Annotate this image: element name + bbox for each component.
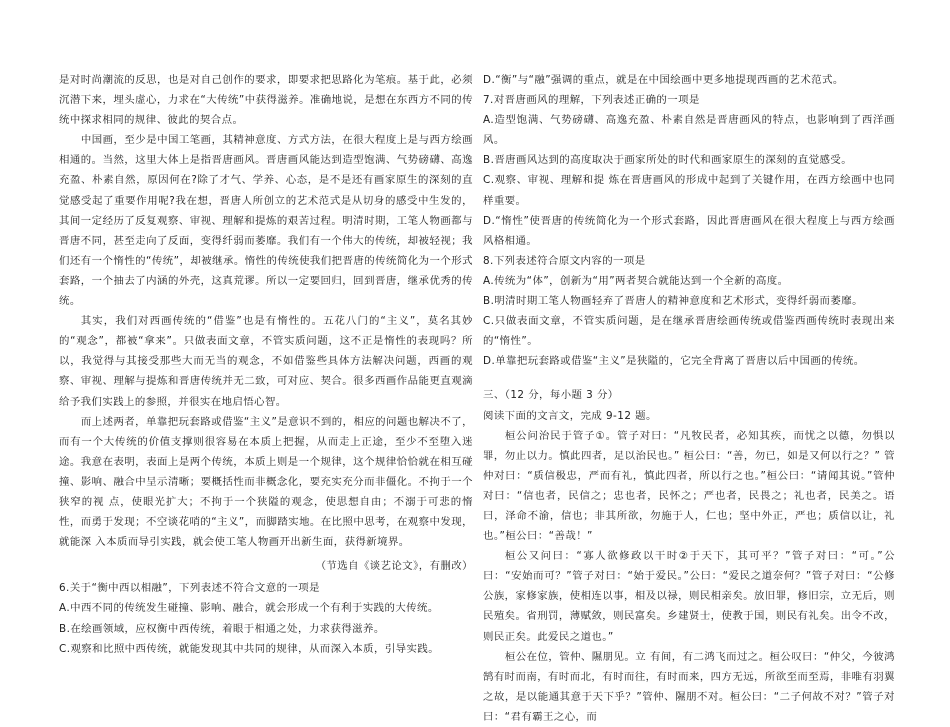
essay-paragraph-3: 其实，我们对西画传统的“借鉴”也是有惰性的。五花八门的“主义”，莫名其妙的“观念”，都被“拿来”。只做表面文章，不管实质问题，这不正是惰性的表现吗？所以，我觉得与其接受那些大而无当的观念，不如借鉴些具体方法解决问题，西画的观察、审视、理解与提炼和晋唐传统并无二致，可对应、契合。很多西画作品能更直观滴给予我们实践上的参照，并很实在地启悟心智。 xyxy=(59,315,473,408)
question-8-stem: 8.下列表述符合原文内容的一项是 xyxy=(483,254,646,267)
question-7-stem: 7.对晋唐画风的理解，下列表述正确的一项是 xyxy=(483,94,700,107)
section-3-heading: 三、（12 分，每小题 3 分） xyxy=(483,389,619,402)
question-7-option-d: D.“惰性”使晋唐的传统简化为一个形式套路，因此晋唐画风在很大程度上与西方绘画风格相通。 xyxy=(483,214,895,247)
question-7-option-a: A.造型饱满、气势磅礴、高逸充盈、朴素自然是晋唐画风的特点，也影响到了西洋画风。 xyxy=(483,114,895,147)
section-3-instructions: 阅读下面的文言文，完成 9-12 题。 xyxy=(483,409,657,422)
classical-text-paragraph-3: 桓公在位，管仲、隰朋见。立 有间，有二鸿飞而过之。桓公叹曰：“仲父，今彼鸿鹄有时而南，有时而北，有时而往，有时而来，四方无远，所欲至而至焉，非唯有羽翼之故，是以能通其意于天下乎？”管仲、隰朋不对。桓公曰：“二子何故不对？”管子对曰：“君有霸王之心，而 xyxy=(483,650,895,723)
question-8-option-a: A.传统为“体”，创新为“用”两者契合就能达到一个全新的高度。 xyxy=(483,274,789,287)
question-8-option-c: C.只做表面文章，不管实质问题，是在继承晋唐绘画传统或借鉴西画传统时表现出来的“惰性”。 xyxy=(483,315,895,348)
classical-text-paragraph-2: 桓公又问曰：“寡人欲修政以干时②于天下，其可平？”管子对曰：“可。”公曰：“安始而可？”管子对曰：“始于爱民。”公曰：“爱民之道奈何？”管子对曰：“公修公族，家修家族，使相连以事，相及以禄，则民相亲矣。放旧罪，修旧宗，立无后，则民殖矣。省刑罚，薄赋敛，则民富矣。乡建贤士，使教于国，则民有礼矣。出令不改，则民正矣。此爱民之道也。” xyxy=(483,550,895,643)
essay-source: （节选自《谈艺论文》，有删改） xyxy=(315,560,473,573)
question-6-stem: 6.关于“衡中西以相融”，下列表述不符合文意的一项是 xyxy=(59,582,320,595)
question-8-option-b: B.明清时期工笔人物画轻弃了晋唐人的精神意度和艺术形式，变得纤弱而萎靡。 xyxy=(483,295,863,308)
classical-text-paragraph-1: 桓公问治民于管子①。管子对曰：“凡牧民者，必知其疾，而忧之以德，勿惧以罪，勿止以力。慎此四者，足以治民也。” 桓公曰：“善，勿已，如是又何以行之？” 管仲对曰：“质信极忠，严而有礼，慎此四者，所以行之也。”桓公曰：“请闻其说。”管仲对曰：“信也者，民信之；忠也者，民怀之；严也者，民畏之；礼也者，民美之。语曰，泽命不渝，信也；非其所欲，勿施于人，仁也；坚中外正，严也；质信以让，礼也。”桓公曰：“善哉！” xyxy=(483,429,895,543)
question-6-option-b: B.在绘画领域，应权衡中西传统，着眼于相通之处，力求获得滋养。 xyxy=(59,622,385,635)
question-8-option-d: D.单靠把玩套路或借鉴“主义”是狭隘的，它完全背离了晋唐以后中国画的传统。 xyxy=(483,355,865,368)
question-6-option-a: A.中西不同的传统发生碰撞、影响、融合，就会形成一个有利于实践的大传统。 xyxy=(59,602,439,615)
question-6-option-c: C.观察和比照中西传统，就能发现其中共同的规律，从而深入本质，引导实践。 xyxy=(59,642,440,655)
essay-paragraph-2: 中国画，至少是中国工笔画，其精神意度、方式方法，在很大程度上是与西方绘画相通的。当然，这里大体上是指晋唐画风。晋唐画风能达到造型饱满、气势磅礴、高逸充盈、朴素自然，原因何在?除了才气、学养、心态，是不是还有画家原生的深刻的直觉感受起了重要作用呢?我在想，晋唐人所创立的艺术范式是从切身的感受中生发的，其间一定经历了反复观察、审视、理解和提炼的艰苦过程。明清时期，工笔人物画都与晋唐不同，甚至走向了反面，变得纤弱而萎靡。我们有一个伟大的传统，却被轻视；我们还有一个惰性的“传统”，却被继承。惰性的传统使我们把晋唐的传统简化为一个形式套路，一个抽去了内涵的外壳，这真荒谬。所以一定要回归，回到晋唐，继承优秀的传统。 xyxy=(59,134,473,308)
essay-paragraph-1: 是对时尚潮流的反思，也是对自己创作的要求，即要求把思路化为笔痕。基于此，必须沉潜下来，埋头虚心，力求在“大传统”中获得滋养。准确地说，是想在东西方不同的传统中探求相同的规律、彼此的契合点。 xyxy=(59,74,473,127)
question-7-option-c: C.观察、审视、理解和提 炼在晋唐画风的形成中起到了关键作用，在西方绘画中也同样重要。 xyxy=(483,174,895,207)
right-column xyxy=(483,70,895,727)
essay-paragraph-4: 而上述两者，单靠把玩套路或借鉴“主义”是意识不到的，相应的问题也解决不了，而有一个大传统的价值支撑则很容易在本质上把握，从而走上正途，至少不至堕入迷途。我意在表明，表面上是两个传统，本质上则是一个规律，这个规律恰恰就在相互碰撞、影响、融合中呈示清晰；要概括性而非概念化，要充实充分而非僵化。不拘于一个狭窄的视 点，使眼光扩大；不拘于一个狭隘的观念，使思想自由；不溺于可悲的惰性，而勇于发现；不空谈花哨的“主义”，而脚踏实地。在比照中思考，在观察中发现，就能深 入本质而导引实践，就会使工笔人物画开出新生面，获得新境界。 xyxy=(59,415,473,549)
left-column xyxy=(59,70,473,659)
question-7-option-b: B.晋唐画风达到的高度取决于画家所处的时代和画家原生的深刻的直觉感受。 xyxy=(483,154,853,167)
question-6-option-d: D.“衡”与“融”强调的重点，就是在中国绘画中更多地提现西画的艺术范式。 xyxy=(483,74,844,86)
